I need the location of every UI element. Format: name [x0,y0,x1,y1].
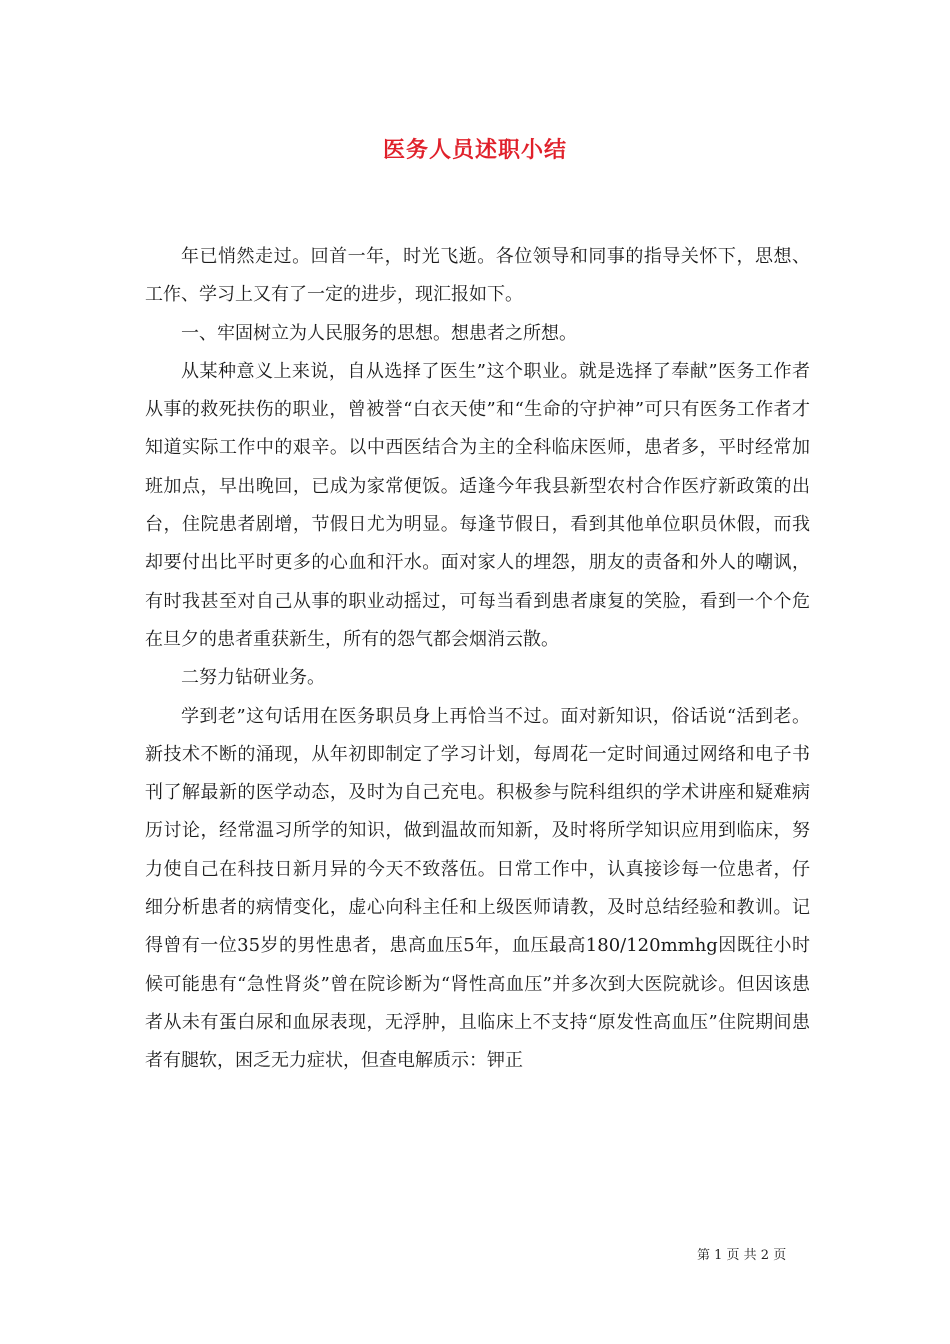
page-number-footer: 第 1 页 共 2 页 [697,1248,787,1263]
paragraph-section-2: 学到老”这句话用在医务职员身上再恰当不过。面对新知识，俗话说“活到老。新技术不断的涌现，从年初即制定了学习计划，每周花一定时间通过网络和电子书刊了解最新的医学动态，及时为自己充电。积极参与院科组织的学术讲座和疑难病历讨论，经常温习所学的知识，做到温故而知新，及时将所学知识应用到临床，努力使自己在科技日新月异的今天不致落伍。日常工作中，认真接诊每一位患者，仔细分析患者的病情变化，虚心向科主任和上级医师请教，及时总结经验和教训。记得曾有一位35岁的男性患者，患高血压5年，血压最高180/120mmhg因既往小时候可能患有“急性肾炎”曾在院诊断为“肾性高血压”并多次到大医院就诊。但因该患者从未有蛋白尿和血尿表现，无浮肿，且临床上不支持“原发性高血压”住院期间患者有腿软，困乏无力症状，但查电解质示：钾正 [145,705,810,1072]
section-heading-2: 二努力钻研业务。 [181,667,325,689]
paragraph-section-1: 从某种意义上来说，自从选择了医生”这个职业。就是选择了奉献”医务工作者从事的救死扶伤的职业，曾被誉“白衣天使”和“生命的守护神”可只有医务工作者才知道实际工作中的艰辛。以中西医结合为主的全科临床医师，患者多，平时经常加班加点，早出晚回，已成为家常便饭。适逢今年我县新型农村合作医疗新政策的出台，住院患者剧增，节假日尤为明显。每逢节假日，看到其他单位职员休假，而我却要付出比平时更多的心血和汗水。面对家人的埋怨，朋友的责备和外人的嘲讽，有时我甚至对自己从事的职业动摇过，可每当看到患者康复的笑脸，看到一个个危在旦夕的患者重获新生，所有的怨气都会烟消云散。 [145,360,810,650]
document-title: 医务人员述职小结 [382,137,567,163]
document-body [145,238,810,1081]
paragraph-intro: 年已悄然走过。回首一年，时光飞逝。各位领导和同事的指导关怀下，思想、工作、学习上又有了一定的进步，现汇报如下。 [145,246,810,306]
section-heading-1: 一、牢固树立为人民服务的思想。想患者之所想。 [181,322,577,344]
